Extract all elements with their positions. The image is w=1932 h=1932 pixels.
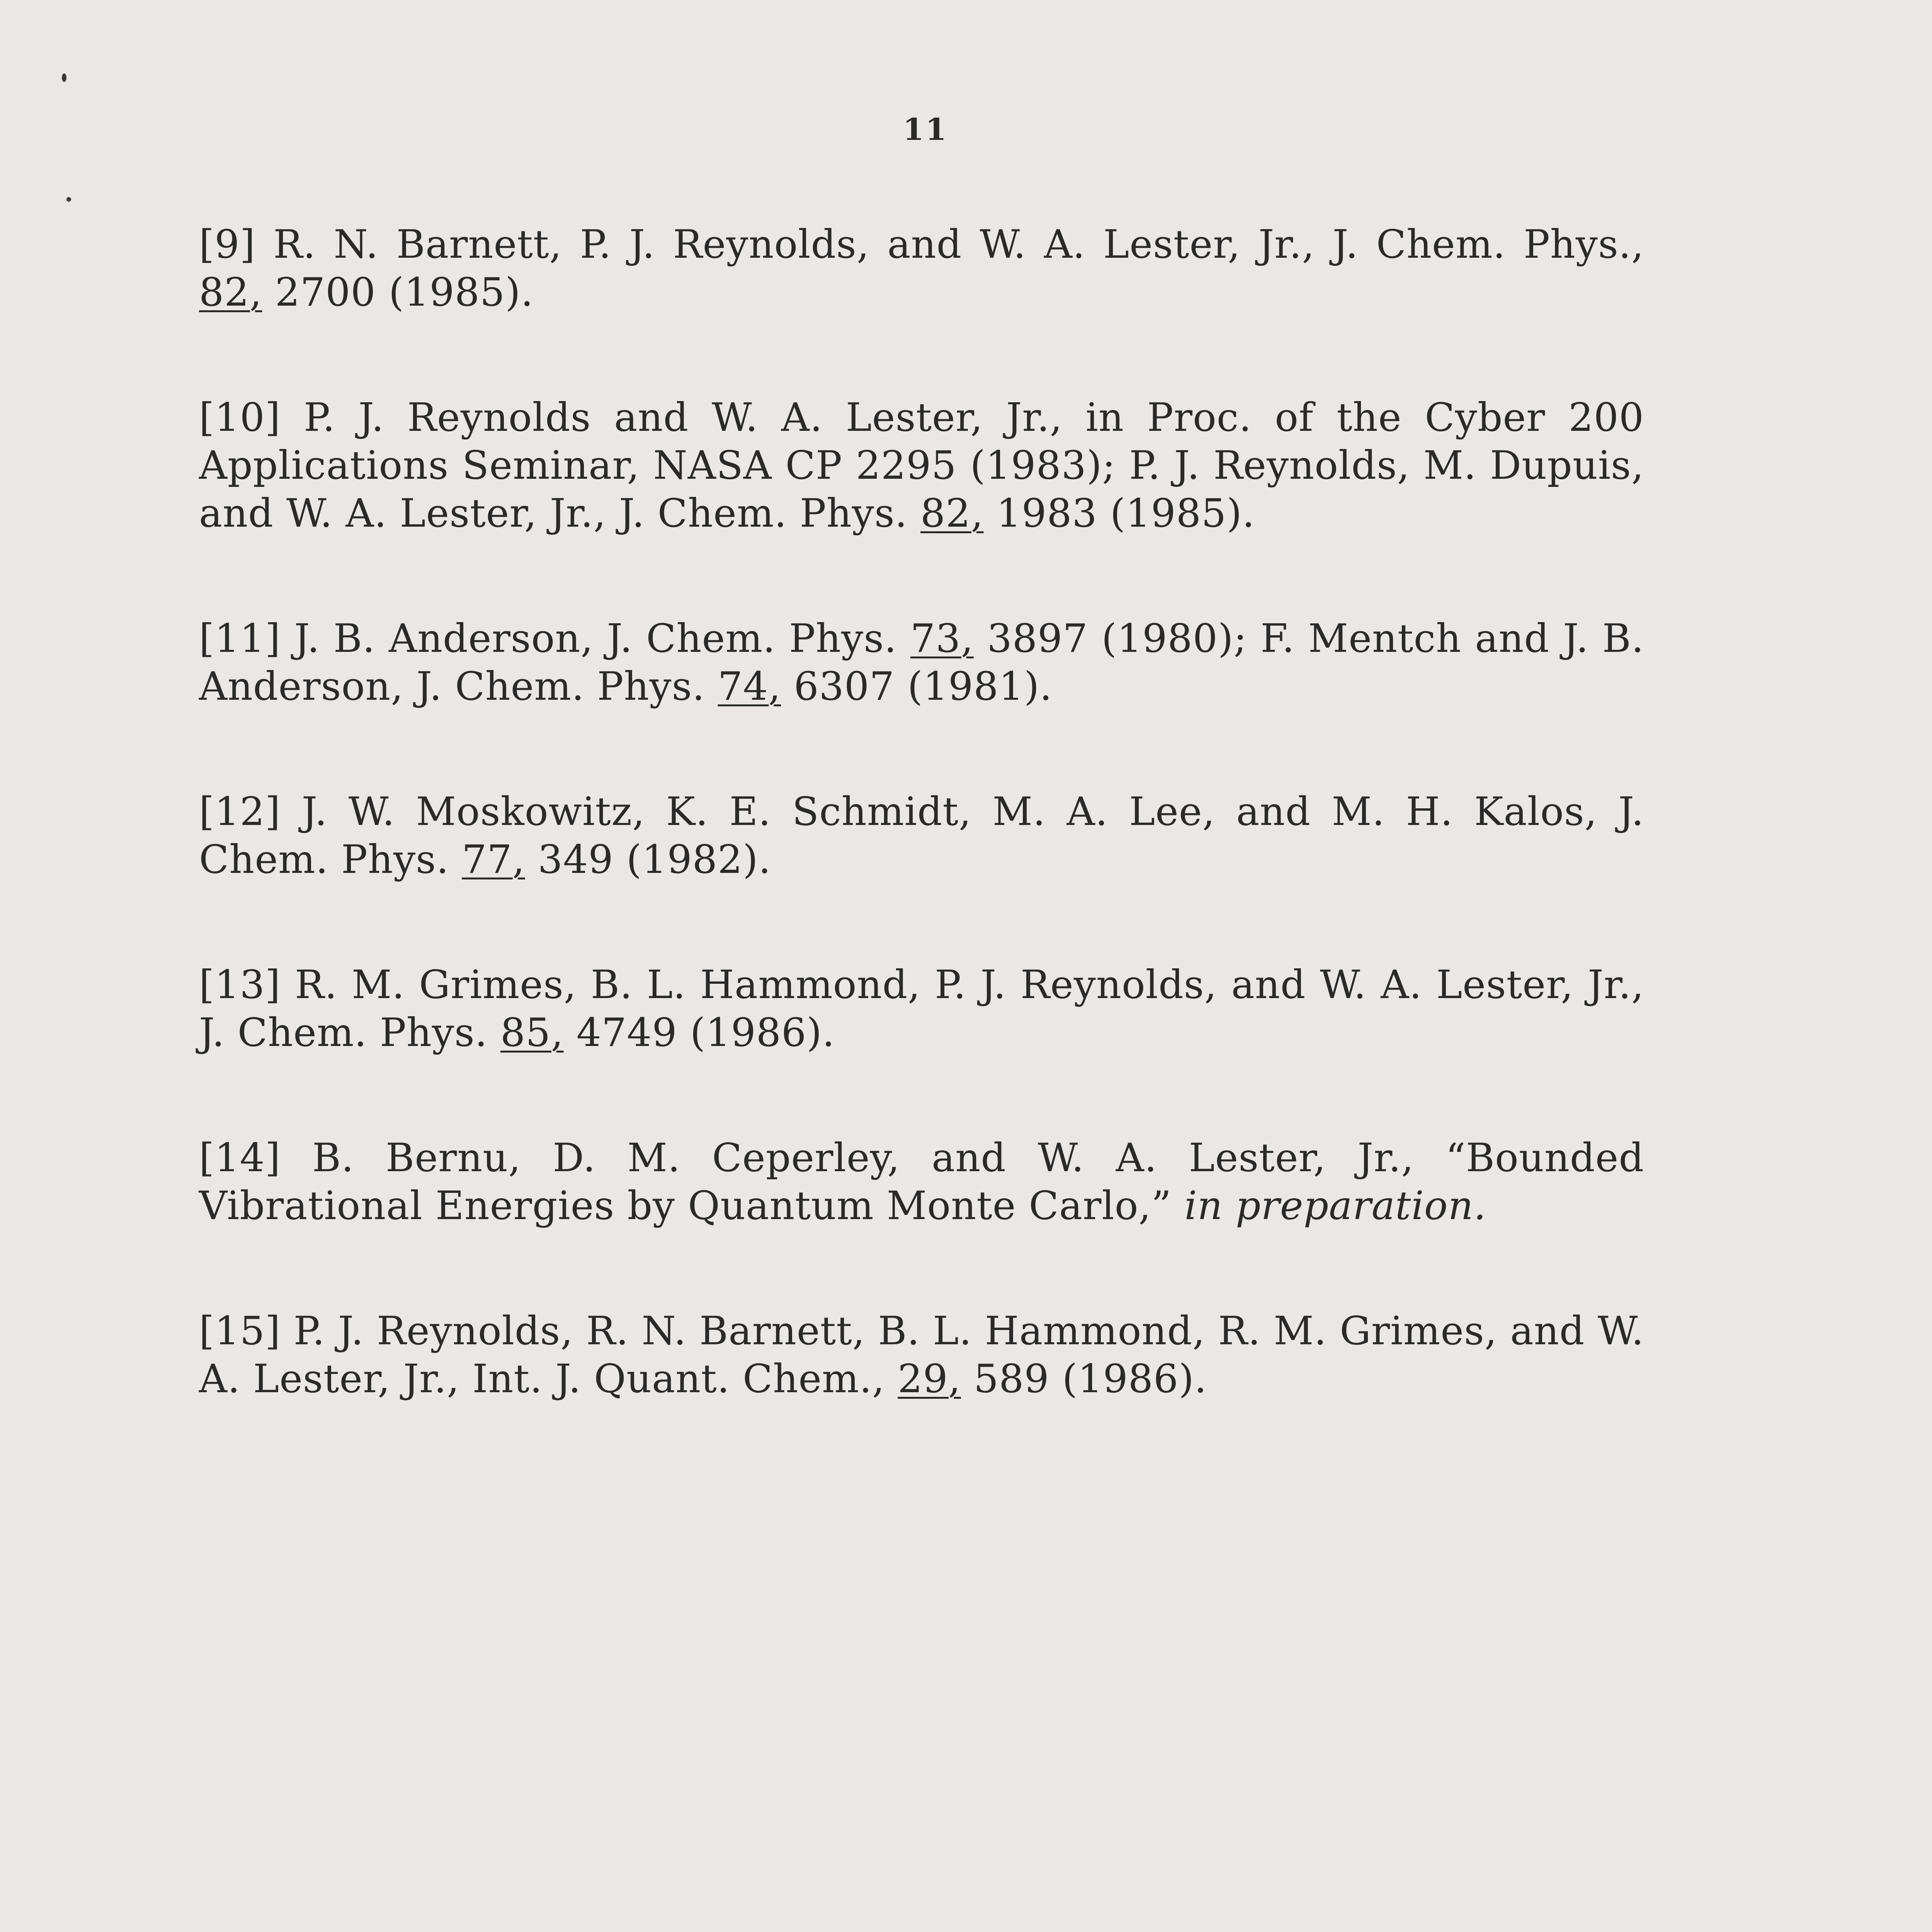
- reference-9: [199, 220, 1644, 316]
- reference-number: [13]: [199, 962, 281, 1007]
- reference-list: [199, 220, 1644, 1480]
- reference-text: P. J. Reynolds and W. A. Lester, Jr., in Proc. of the Cyber 200 Applications Seminar, NASA CP 2295 (1983); P. J. Reynolds, M. Dupuis, and W. A. Lester, Jr., J. Chem. Phys.: [199, 395, 1644, 536]
- reference-number: [14]: [199, 1135, 281, 1180]
- page-number: 11: [903, 112, 948, 147]
- volume-number: 82,: [920, 490, 984, 536]
- reference-number: [12]: [199, 789, 281, 834]
- reference-14: [199, 1134, 1644, 1230]
- reference-status: in preparation.: [1184, 1183, 1486, 1228]
- reference-15: [199, 1307, 1644, 1403]
- reference-text: J. W. Moskowitz, K. E. Schmidt, M. A. Lee, and M. H. Kalos, J. Chem. Phys.: [199, 789, 1644, 882]
- reference-text: 2700 (1985).: [262, 269, 534, 315]
- reference-text: 1983 (1985).: [983, 490, 1255, 536]
- reference-12: [199, 787, 1644, 883]
- reference-text: 6307 (1981).: [781, 663, 1053, 709]
- reference-10: [199, 393, 1644, 537]
- reference-text: J. B. Anderson, J. Chem. Phys.: [281, 616, 911, 661]
- reference-text: 3897 (1980); F. Mentch and J. B. Anderson, J. Chem. Phys.: [199, 616, 1645, 709]
- volume-number: 74,: [718, 663, 781, 709]
- reference-number: [11]: [199, 616, 281, 661]
- volume-number: 77,: [462, 837, 525, 882]
- volume-number: 29,: [898, 1356, 961, 1401]
- reference-13: [199, 961, 1644, 1056]
- reference-number: [9]: [199, 221, 256, 267]
- reference-text: R. N. Barnett, P. J. Reynolds, and W. A. Lester, Jr., J. Chem. Phys.,: [255, 221, 1644, 267]
- scan-speck: [62, 73, 66, 82]
- reference-11: [199, 614, 1644, 710]
- reference-text: 4749 (1986).: [563, 1010, 835, 1055]
- reference-number: [10]: [199, 395, 281, 440]
- reference-text: B. Bernu, D. M. Ceperley, and W. A. Lester, Jr., “Bounded Vibrational Energies by Quantum Monte Carlo,”: [199, 1135, 1644, 1228]
- reference-text: P. J. Reynolds, R. N. Barnett, B. L. Hammond, R. M. Grimes, and W. A. Lester, Jr., Int. J. Quant. Chem.,: [199, 1308, 1644, 1401]
- reference-text: 589 (1986).: [961, 1356, 1207, 1401]
- volume-number: 85,: [500, 1010, 564, 1055]
- volume-number: 82,: [199, 269, 262, 315]
- reference-number: [15]: [199, 1308, 281, 1354]
- reference-text: 349 (1982).: [525, 837, 771, 882]
- reference-text: R. M. Grimes, B. L. Hammond, P. J. Reynolds, and W. A. Lester, Jr., J. Chem. Phys.: [199, 962, 1644, 1055]
- volume-number: 73,: [910, 616, 974, 661]
- scan-speck: [66, 197, 71, 202]
